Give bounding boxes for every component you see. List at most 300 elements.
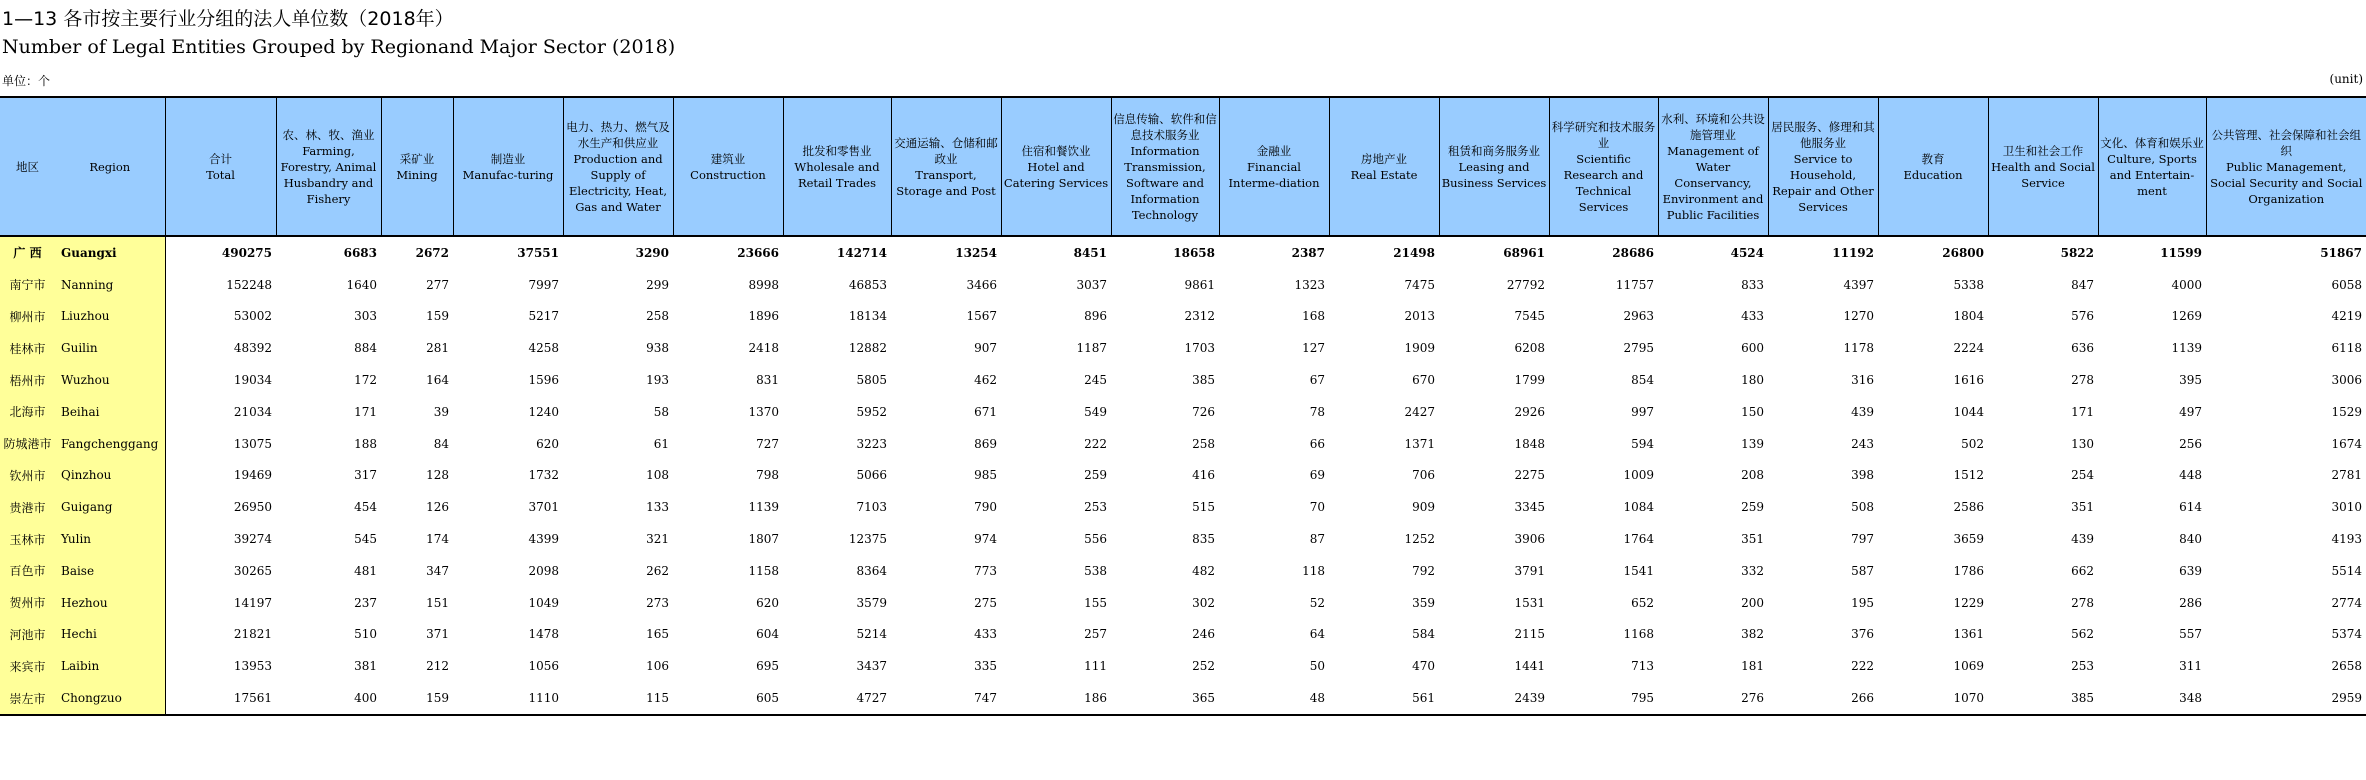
column-header-en: Mining [396, 167, 438, 182]
column-header-cn: 水利、环境和公共设施管理业 [1661, 111, 1765, 142]
table-cell: 5374 [2331, 627, 2362, 642]
table-cell: 311 [2179, 659, 2202, 674]
table-cell: 997 [1631, 404, 1654, 419]
table-cell: 12375 [848, 532, 887, 547]
table-cell: 3437 [856, 659, 887, 674]
table-cell: 253 [2071, 659, 2094, 674]
table-cell: 67 [1309, 373, 1325, 388]
data-table [0, 96, 2366, 716]
table-cell: 253 [1084, 500, 1107, 515]
table-cell: 562 [2071, 627, 2094, 642]
table-cell: 1478 [528, 627, 559, 642]
table-cell: 171 [2071, 404, 2094, 419]
table-cell: 127 [1302, 341, 1325, 356]
table-cell: 164 [426, 373, 449, 388]
column-header-cn: 合计 [209, 151, 232, 166]
table-cell: 833 [1741, 277, 1764, 292]
table-cell: 797 [1851, 532, 1874, 547]
table-cell: 2418 [748, 341, 779, 356]
table-cell: 151 [426, 595, 449, 610]
table-cell: 1848 [1514, 436, 1545, 451]
table-cell: 171 [354, 404, 377, 419]
table-cell: 243 [1851, 436, 1874, 451]
table-cell: 462 [974, 373, 997, 388]
table-cell: 58 [653, 404, 669, 419]
column-header-en: Education [1903, 167, 1963, 182]
table-cell: 6118 [2331, 341, 2362, 356]
table-cell: 795 [1549, 682, 1658, 715]
table-cell: 3791 [1514, 563, 1545, 578]
table-cell: 538 [1084, 563, 1107, 578]
table-cell: 317 [354, 468, 377, 483]
table-cell: 3906 [1514, 532, 1545, 547]
table-cell: 14197 [233, 595, 272, 610]
header-region-en: Region [55, 97, 165, 236]
table-cell: 130 [2071, 436, 2094, 451]
table-cell: 4524 [1730, 245, 1764, 260]
table-cell: 382 [1741, 627, 1764, 642]
table-cell: 490275 [221, 245, 272, 260]
table-cell: 1370 [748, 404, 779, 419]
table-cell: 200 [1741, 595, 1764, 610]
table-cell: 155 [1084, 595, 1107, 610]
table-cell: 348 [2098, 682, 2206, 715]
table-cell: 316 [1851, 373, 1874, 388]
table-cell: 1168 [1623, 627, 1654, 642]
table-cell: 502 [1961, 436, 1984, 451]
table-row [0, 364, 2366, 396]
region-name-en: Yulin [55, 523, 165, 555]
table-cell: 1567 [966, 309, 997, 324]
table-cell: 985 [974, 468, 997, 483]
column-header-en: Leasing and Business Services [1441, 159, 1547, 190]
table-cell: 84 [433, 436, 449, 451]
table-cell: 620 [536, 436, 559, 451]
column-header [2098, 97, 2206, 236]
table-cell: 481 [354, 563, 377, 578]
region-name-cn: 贵港市 [0, 491, 55, 523]
table-row [0, 587, 2366, 619]
table-row [0, 236, 2366, 269]
table-cell: 639 [2179, 563, 2202, 578]
table-cell: 454 [354, 500, 377, 515]
table-cell: 11757 [1615, 277, 1654, 292]
table-cell: 1896 [748, 309, 779, 324]
table-cell: 1158 [748, 563, 779, 578]
region-name-en: Guilin [55, 332, 165, 364]
table-cell: 11192 [1832, 245, 1874, 260]
table-cell: 670 [1412, 373, 1435, 388]
column-header-en: Real Estate [1350, 167, 1418, 182]
column-header-cn: 信息传输、软件和信息技术服务业 [1113, 111, 1217, 142]
table-cell: 3037 [1076, 277, 1107, 292]
table-cell: 2963 [1623, 309, 1654, 324]
column-header-en: Service to Household, Repair and Other Services [1772, 151, 1874, 214]
table-cell: 5952 [856, 404, 887, 419]
table-body [0, 236, 2366, 715]
table-cell: 6058 [2331, 277, 2362, 292]
table-cell: 713 [1631, 659, 1654, 674]
region-name-cn: 钦州市 [0, 460, 55, 492]
table-row [0, 619, 2366, 651]
column-header-cn: 居民服务、修理和其他服务业 [1771, 119, 1875, 150]
region-name-cn: 河池市 [0, 619, 55, 651]
table-cell: 439 [1851, 404, 1874, 419]
table-cell: 1049 [528, 595, 559, 610]
column-header [1111, 97, 1219, 236]
table-cell: 1240 [528, 404, 559, 419]
column-header [891, 97, 1001, 236]
table-cell: 1541 [1623, 563, 1654, 578]
table-cell: 497 [2179, 404, 2202, 419]
table-cell: 321 [646, 532, 669, 547]
table-cell: 1529 [2331, 404, 2362, 419]
column-header-cn: 住宿和餐饮业 [1021, 143, 1091, 158]
table-cell: 258 [1192, 436, 1215, 451]
table-cell: 365 [1111, 682, 1219, 715]
table-cell: 7475 [1404, 277, 1435, 292]
table-cell: 27792 [1506, 277, 1545, 292]
table-cell: 3223 [856, 436, 887, 451]
table-cell: 470 [1412, 659, 1435, 674]
table-cell: 254 [2071, 468, 2094, 483]
table-cell: 1596 [528, 373, 559, 388]
column-header-cn: 金融业 [1256, 143, 1292, 158]
table-cell: 3010 [2331, 500, 2362, 515]
table-cell: 584 [1412, 627, 1435, 642]
table-cell: 3659 [1953, 532, 1984, 547]
table-cell: 252 [1192, 659, 1215, 674]
table-cell: 48 [1219, 682, 1329, 715]
table-cell: 1009 [1623, 468, 1654, 483]
table-cell: 2586 [1953, 500, 1984, 515]
table-cell: 1178 [1843, 341, 1874, 356]
region-name-en: Beihai [55, 396, 165, 428]
column-header-en: Production and Supply of Electricity, Heat, Gas and Water [568, 151, 668, 214]
table-cell: 515 [1192, 500, 1215, 515]
table-cell: 8998 [748, 277, 779, 292]
region-name-cn: 玉林市 [0, 523, 55, 555]
column-header-en: Management of Water Conservancy, Environment and Public Facilities [1662, 143, 1764, 222]
table-cell: 1674 [2331, 436, 2362, 451]
table-cell: 152248 [226, 277, 272, 292]
column-header [1329, 97, 1439, 236]
table-cell: 277 [426, 277, 449, 292]
table-cell: 142714 [836, 245, 887, 260]
table-cell: 2013 [1404, 309, 1435, 324]
table-cell: 1531 [1514, 595, 1545, 610]
column-header-cn: 建筑业 [710, 151, 746, 166]
column-header [1878, 97, 1988, 236]
table-row [0, 650, 2366, 682]
table-cell: 78 [1309, 404, 1325, 419]
table-cell: 188 [354, 436, 377, 451]
table-cell: 385 [1988, 682, 2098, 715]
table-cell: 2781 [2331, 468, 2362, 483]
table-cell: 636 [2071, 341, 2094, 356]
table-cell: 773 [974, 563, 997, 578]
table-cell: 299 [646, 277, 669, 292]
table-cell: 7545 [1514, 309, 1545, 324]
table-cell: 53002 [233, 309, 272, 324]
table-cell: 150 [1741, 404, 1764, 419]
column-header [1549, 97, 1658, 236]
table-cell: 3579 [856, 595, 887, 610]
table-row [0, 428, 2366, 460]
column-header [276, 97, 381, 236]
table-cell: 587 [1851, 563, 1874, 578]
table-cell: 1764 [1623, 532, 1654, 547]
column-header-cn: 批发和零售业 [802, 143, 872, 158]
table-cell: 3290 [635, 245, 669, 260]
region-name-cn: 广 西 [0, 236, 55, 269]
table-cell: 1512 [1953, 468, 1984, 483]
table-cell: 1616 [1953, 373, 1984, 388]
data-table-container [0, 96, 2366, 716]
column-header [1219, 97, 1329, 236]
table-cell: 273 [646, 595, 669, 610]
table-cell: 4193 [2331, 532, 2362, 547]
table-row [0, 523, 2366, 555]
table-cell: 193 [646, 373, 669, 388]
table-cell: 52 [1309, 595, 1325, 610]
table-cell: 266 [1768, 682, 1878, 715]
table-cell: 12882 [848, 341, 887, 356]
table-row [0, 682, 2366, 715]
table-cell: 1269 [2171, 309, 2202, 324]
table-cell: 605 [673, 682, 783, 715]
column-header-en: Health and Social Service [1991, 159, 2095, 190]
table-cell: 884 [354, 341, 377, 356]
table-cell: 70 [1309, 500, 1325, 515]
table-cell: 2658 [2331, 659, 2362, 674]
table-cell: 416 [1192, 468, 1215, 483]
table-cell: 1044 [1953, 404, 1984, 419]
table-row [0, 269, 2366, 301]
table-cell: 1361 [1953, 627, 1984, 642]
table-cell: 508 [1851, 500, 1874, 515]
table-cell: 2795 [1623, 341, 1654, 356]
column-header [1988, 97, 2098, 236]
table-cell: 18658 [1173, 245, 1215, 260]
column-header-en: Total [206, 167, 235, 182]
table-cell: 1056 [528, 659, 559, 674]
table-cell: 1323 [1294, 277, 1325, 292]
column-header [165, 97, 276, 236]
table-cell: 395 [2179, 373, 2202, 388]
table-cell: 11599 [2160, 245, 2202, 260]
table-cell: 556 [1084, 532, 1107, 547]
table-cell: 2427 [1404, 404, 1435, 419]
table-cell: 594 [1631, 436, 1654, 451]
column-header-en: Wholesale and Retail Trades [794, 159, 880, 190]
column-header-en: Financial Interme-diation [1228, 159, 1320, 190]
column-header [1658, 97, 1768, 236]
region-name-en: Hechi [55, 619, 165, 651]
table-cell: 448 [2179, 468, 2202, 483]
table-cell: 111 [1084, 659, 1107, 674]
table-cell: 835 [1192, 532, 1215, 547]
table-cell: 2387 [1291, 245, 1325, 260]
table-cell: 1229 [1953, 595, 1984, 610]
table-cell: 398 [1851, 468, 1874, 483]
table-cell: 19034 [233, 373, 272, 388]
table-cell: 208 [1741, 468, 1764, 483]
table-cell: 332 [1741, 563, 1764, 578]
region-name-en: Laibin [55, 650, 165, 682]
table-cell: 371 [426, 627, 449, 642]
column-header-cn: 科学研究和技术服务业 [1551, 119, 1656, 150]
table-cell: 662 [2071, 563, 2094, 578]
table-cell: 974 [974, 532, 997, 547]
table-header-row [0, 97, 2366, 236]
table-cell: 128 [426, 468, 449, 483]
table-cell: 246 [1192, 627, 1215, 642]
table-row [0, 396, 2366, 428]
table-cell: 1069 [1953, 659, 1984, 674]
table-cell: 186 [1001, 682, 1111, 715]
region-name-en: Hezhou [55, 587, 165, 619]
table-cell: 854 [1631, 373, 1654, 388]
region-name-cn: 北海市 [0, 396, 55, 428]
table-cell: 2672 [415, 245, 449, 260]
region-name-en: Baise [55, 555, 165, 587]
table-cell: 5217 [528, 309, 559, 324]
region-name-cn: 桂林市 [0, 332, 55, 364]
table-cell: 1187 [1076, 341, 1107, 356]
table-cell: 549 [1084, 404, 1107, 419]
table-cell: 557 [2179, 627, 2202, 642]
table-cell: 258 [646, 309, 669, 324]
table-cell: 433 [1741, 309, 1764, 324]
region-name-en: Chongzuo [55, 682, 165, 715]
table-cell: 347 [426, 563, 449, 578]
table-cell: 5805 [856, 373, 887, 388]
table-cell: 840 [2179, 532, 2202, 547]
table-cell: 118 [1302, 563, 1325, 578]
table-cell: 139 [1741, 436, 1764, 451]
column-header-cn: 卫生和社会工作 [2002, 143, 2084, 158]
table-cell: 671 [974, 404, 997, 419]
table-cell: 286 [2179, 595, 2202, 610]
unit-label-en: (unit) [2329, 72, 2363, 86]
region-name-en: Guangxi [55, 236, 165, 269]
region-name-cn: 防城港市 [0, 428, 55, 460]
table-cell: 5066 [856, 468, 887, 483]
table-cell: 896 [1084, 309, 1107, 324]
table-cell: 108 [646, 468, 669, 483]
table-cell: 172 [354, 373, 377, 388]
column-header [1768, 97, 1878, 236]
table-cell: 17561 [165, 682, 276, 715]
table-cell: 13075 [233, 436, 272, 451]
table-cell: 276 [1658, 682, 1768, 715]
table-cell: 4219 [2331, 309, 2362, 324]
table-cell: 5214 [856, 627, 887, 642]
table-cell: 400 [276, 682, 381, 715]
table-cell: 335 [974, 659, 997, 674]
table-cell: 8451 [1073, 245, 1107, 260]
table-cell: 798 [756, 468, 779, 483]
table-cell: 620 [756, 595, 779, 610]
table-cell: 278 [2071, 373, 2094, 388]
column-header-en: Scientific Research and Technical Services [1563, 151, 1644, 214]
table-cell: 1270 [1843, 309, 1874, 324]
table-cell: 6683 [343, 245, 377, 260]
table-cell: 510 [354, 627, 377, 642]
table-cell: 4727 [783, 682, 891, 715]
column-header-en: Farming, Forestry, Animal Husbandry and Fishery [280, 143, 377, 206]
region-name-cn: 百色市 [0, 555, 55, 587]
table-cell: 1909 [1404, 341, 1435, 356]
table-cell: 1640 [346, 277, 377, 292]
table-cell: 2098 [528, 563, 559, 578]
table-cell: 792 [1412, 563, 1435, 578]
column-header-en: Public Management, Social Security and Social Organization [2210, 159, 2363, 206]
table-cell: 87 [1309, 532, 1325, 547]
column-header-en: Manufac-turing [462, 167, 554, 182]
column-header-cn: 农、林、牧、渔业 [282, 127, 375, 142]
column-header-cn: 采矿业 [399, 151, 435, 166]
table-cell: 938 [646, 341, 669, 356]
table-cell: 13254 [955, 245, 997, 260]
table-row [0, 555, 2366, 587]
table-cell: 561 [1329, 682, 1439, 715]
table-cell: 385 [1192, 373, 1215, 388]
column-header-en: Culture, Sports and Entertain-ment [2107, 151, 2197, 198]
table-cell: 66 [1309, 436, 1325, 451]
table-cell: 2959 [2206, 682, 2366, 715]
column-header-cn: 制造业 [490, 151, 526, 166]
region-name-cn: 梧州市 [0, 364, 55, 396]
table-cell: 6208 [1514, 341, 1545, 356]
table-cell: 302 [1192, 595, 1215, 610]
table-cell: 706 [1412, 468, 1435, 483]
table-cell: 245 [1084, 373, 1107, 388]
table-row [0, 301, 2366, 333]
column-header [563, 97, 673, 236]
table-cell: 747 [891, 682, 1001, 715]
table-cell: 1441 [1514, 659, 1545, 674]
table-cell: 482 [1192, 563, 1215, 578]
table-cell: 604 [756, 627, 779, 642]
table-row [0, 460, 2366, 492]
table-cell: 21498 [1393, 245, 1435, 260]
table-cell: 1139 [748, 500, 779, 515]
table-cell: 2224 [1953, 341, 1984, 356]
table-cell: 13953 [233, 659, 272, 674]
table-cell: 50 [1309, 659, 1325, 674]
region-name-cn: 南宁市 [0, 269, 55, 301]
column-header-cn: 文化、体育和娱乐业 [2100, 135, 2204, 150]
table-cell: 278 [2071, 595, 2094, 610]
table-cell: 726 [1192, 404, 1215, 419]
table-cell: 18134 [848, 309, 887, 324]
table-cell: 3345 [1514, 500, 1545, 515]
column-header-cn: 交通运输、仓储和邮政业 [894, 135, 998, 166]
table-cell: 7103 [856, 500, 887, 515]
table-cell: 652 [1631, 595, 1654, 610]
table-cell: 351 [1741, 532, 1764, 547]
region-name-cn: 柳州市 [0, 301, 55, 333]
region-name-en: Nanning [55, 269, 165, 301]
region-name-en: Qinzhou [55, 460, 165, 492]
table-cell: 1084 [1623, 500, 1654, 515]
table-cell: 222 [1084, 436, 1107, 451]
table-cell: 5822 [2060, 245, 2094, 260]
table-cell: 126 [426, 500, 449, 515]
table-cell: 5514 [2331, 563, 2362, 578]
